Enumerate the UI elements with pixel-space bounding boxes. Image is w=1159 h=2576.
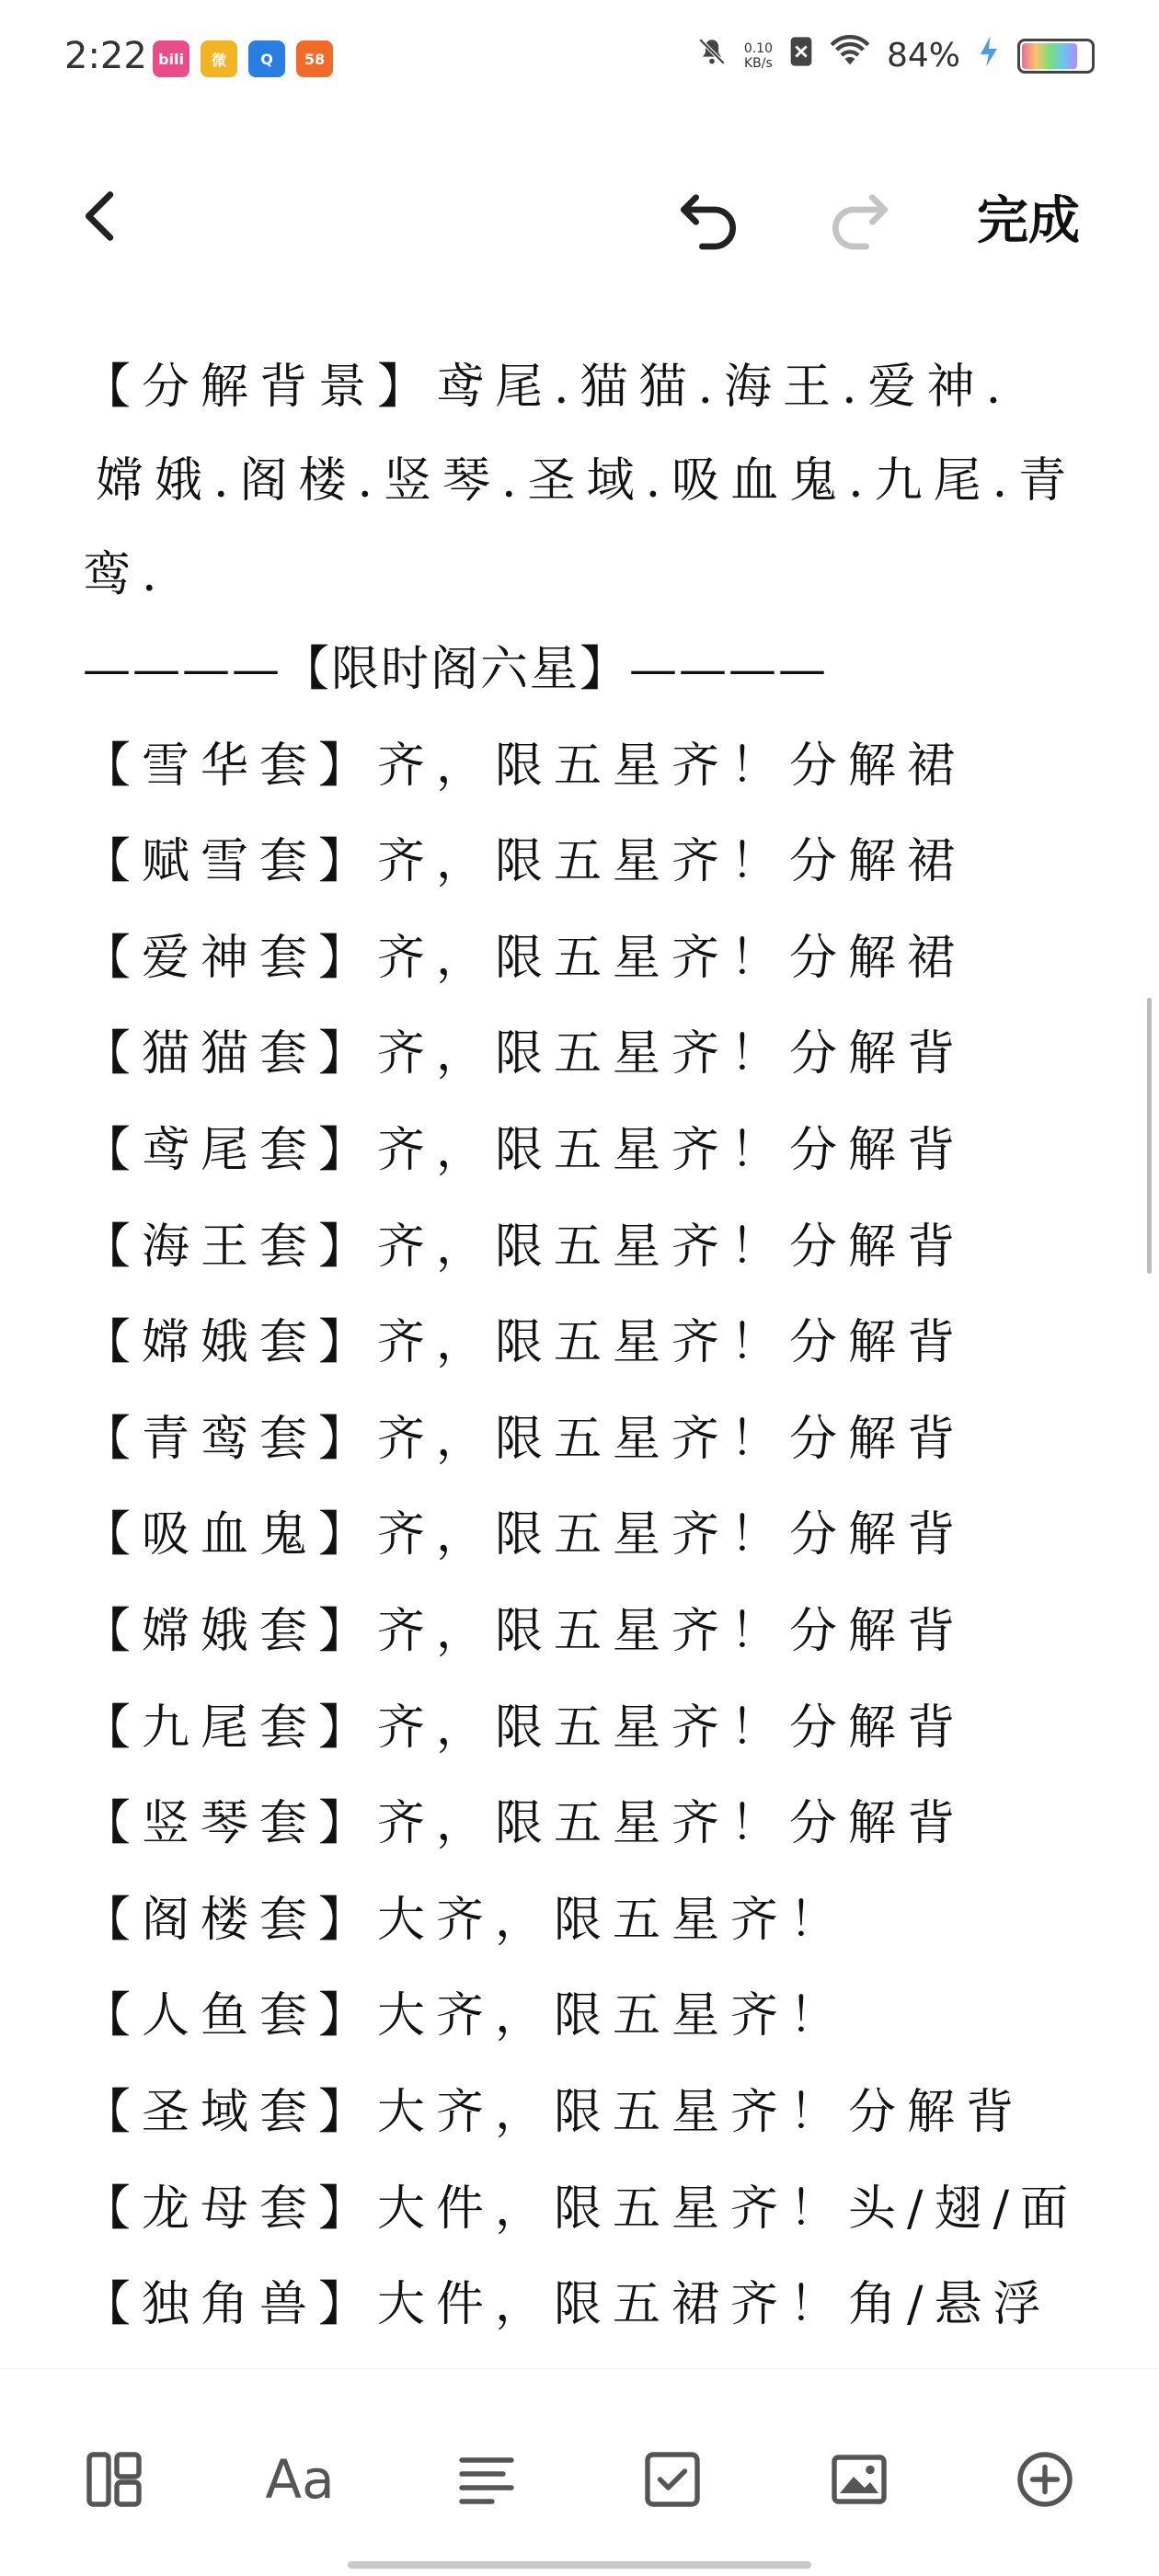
mute-icon <box>696 35 728 76</box>
note-intro-line: 【分解背景】鸢尾.猫猫.海王.爱神. <box>83 360 1013 415</box>
font-style-icon: Aa <box>265 2448 335 2511</box>
list-item: 【嫦娥套】齐，限五星齐！分解背 <box>83 1603 967 1659</box>
list-item: 【竖琴套】齐，限五星齐！分解背 <box>83 1796 967 1852</box>
status-indicators <box>696 35 1095 76</box>
back-button[interactable] <box>70 184 134 248</box>
qq-icon: Q <box>248 40 285 77</box>
bottom-toolbar <box>0 2368 1159 2576</box>
status-bar <box>0 0 1159 110</box>
battery-icon <box>1017 39 1095 74</box>
add-button[interactable] <box>1008 2443 1082 2516</box>
checkbox-icon <box>639 2446 706 2513</box>
home-indicator[interactable] <box>348 2561 811 2569</box>
list-item: 【人鱼套】大齐，限五星齐！ <box>83 1988 849 2044</box>
list-item: 【雪华套】齐，限五星齐！分解裙 <box>83 738 967 794</box>
note-intro-line: 鸾. <box>83 547 168 602</box>
insert-image-button[interactable] <box>822 2443 896 2516</box>
section-divider: ————【限时阁六星】———— <box>83 642 829 697</box>
list-item: 【鸢尾套】齐，限五星齐！分解背 <box>83 1122 967 1178</box>
layout-icon <box>81 2446 147 2513</box>
list-item: 【爱神套】齐，限五星齐！分解裙 <box>83 930 967 986</box>
plus-circle-icon <box>1012 2446 1078 2513</box>
charging-icon <box>977 35 1001 76</box>
font-style-button[interactable] <box>263 2443 337 2516</box>
battery-level <box>1022 43 1077 69</box>
paragraph-button[interactable] <box>450 2443 523 2516</box>
redo-button[interactable] <box>823 182 897 256</box>
list-item: 【圣域套】大齐，限五星齐！分解背 <box>83 2084 1026 2140</box>
undo-button[interactable] <box>671 182 745 256</box>
network-speed-unit: KB/s <box>744 55 773 71</box>
list-item: 【九尾套】齐，限五星齐！分解背 <box>83 1700 967 1756</box>
list-item: 【赋雪套】齐，限五星齐！分解裙 <box>83 834 967 890</box>
list-item: 【吸血鬼】齐，限五星齐！分解背 <box>83 1507 967 1563</box>
layout-button[interactable] <box>77 2443 151 2516</box>
58-icon: 58 <box>296 40 333 77</box>
list-item: 【独角兽】大件，限五裙齐！角/悬浮 <box>83 2277 1052 2333</box>
editor-toolbar <box>0 156 1159 276</box>
note-intro-line: 嫦娥.阁楼.竖琴.圣域.吸血鬼.九尾.青 <box>96 453 1078 509</box>
checklist-button[interactable] <box>636 2443 709 2516</box>
redo-icon <box>823 182 897 256</box>
battery-percent: 84% <box>886 37 960 74</box>
list-item: 【青鸾套】齐，限五星齐！分解背 <box>83 1411 967 1467</box>
align-left-icon <box>453 2446 520 2513</box>
weibo-icon: 微 <box>201 40 237 77</box>
scrollbar[interactable] <box>1147 998 1152 1274</box>
wifi-icon <box>830 35 870 76</box>
network-speed <box>744 41 773 71</box>
network-speed-value: 0.10 <box>743 40 773 56</box>
list-item: 【龙母套】大件，限五星齐！头/翅/面 <box>83 2181 1080 2237</box>
list-item: 【嫦娥套】齐，限五星齐！分解背 <box>83 1315 967 1371</box>
note-body[interactable] <box>83 340 1095 2353</box>
list-item: 【猫猫套】齐，限五星齐！分解背 <box>83 1026 967 1082</box>
list-item: 【海王套】齐，限五星齐！分解背 <box>83 1219 967 1275</box>
undo-icon <box>671 182 745 256</box>
list-item: 【阁楼套】大齐，限五星齐！ <box>83 1892 849 1948</box>
notification-icons <box>153 40 333 77</box>
sim-off-icon <box>789 36 813 75</box>
image-icon <box>826 2446 892 2513</box>
chevron-left-icon <box>70 184 134 248</box>
bilibili-icon: bili <box>153 40 189 77</box>
done-button[interactable]: 完成 <box>977 191 1080 251</box>
status-time: 2:22 <box>64 35 147 77</box>
